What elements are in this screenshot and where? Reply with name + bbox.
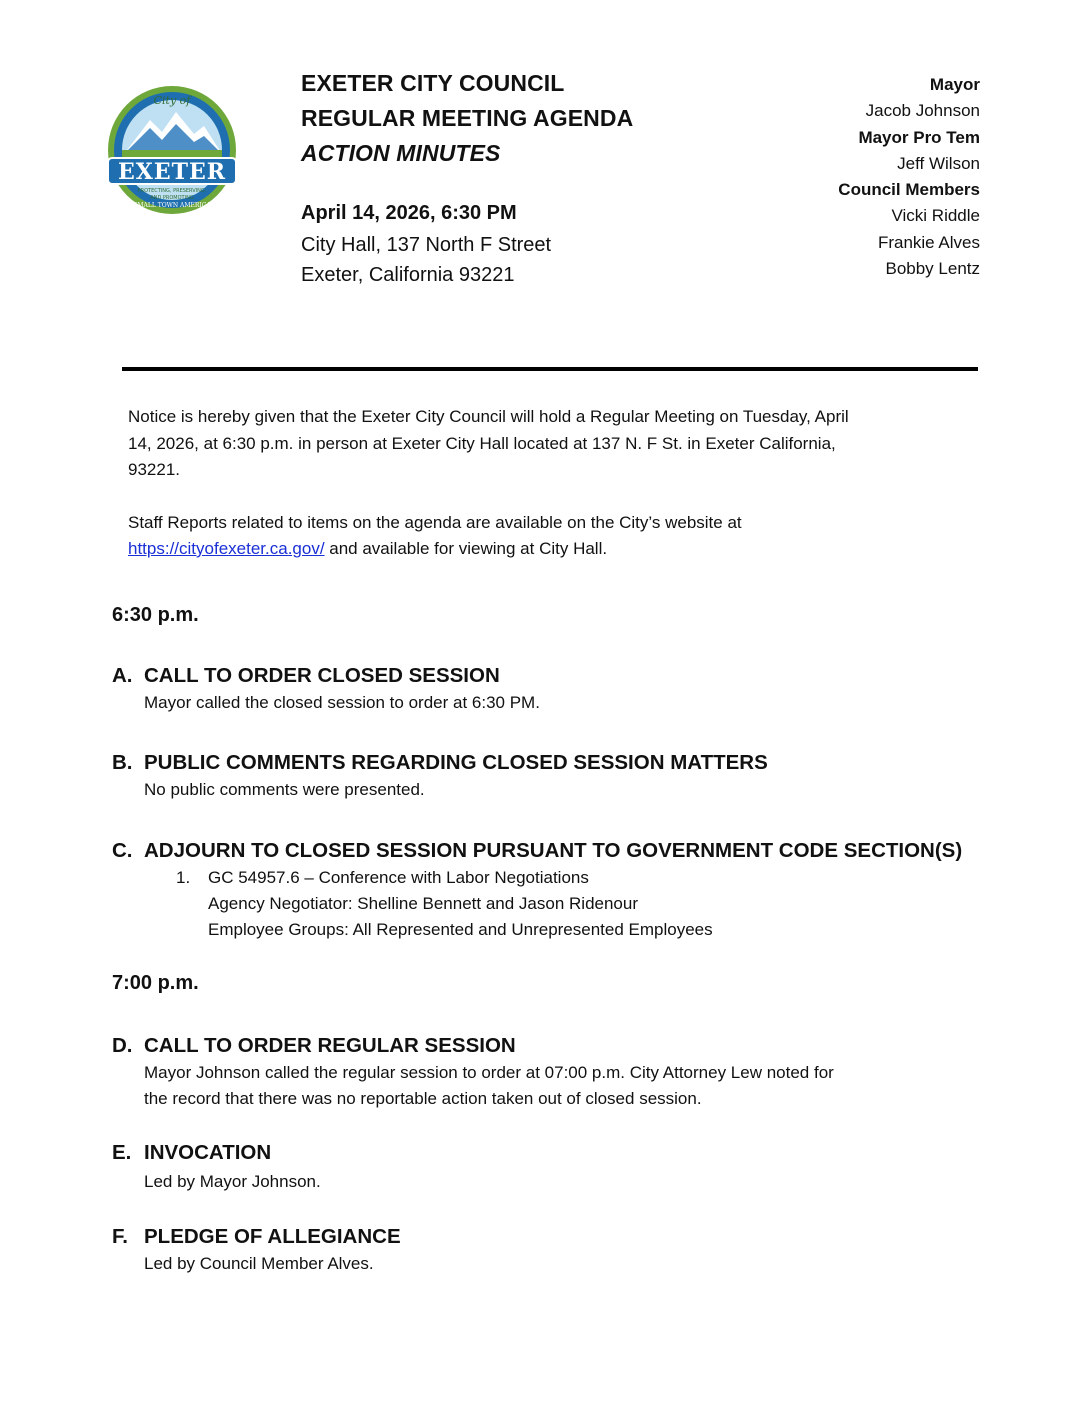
section-a <box>112 662 992 716</box>
council-title: EXETER CITY COUNCIL <box>301 70 565 96</box>
item-line: Agency Negotiator: Shelline Bennett and Jason Ridenour <box>208 894 639 913</box>
minutes-title: ACTION MINUTES <box>301 140 501 166</box>
item-line: Employee Groups: All Represented and Unrepresented Employees <box>208 920 713 939</box>
section-body: the record that there was no reportable action taken out of closed session. <box>144 1089 702 1108</box>
section-e <box>112 1139 992 1195</box>
item-line: GC 54957.6 – Conference with Labor Negotiations <box>208 868 589 887</box>
section-f <box>112 1223 992 1277</box>
city-of-exeter-logo <box>102 84 242 216</box>
section-title: CALL TO ORDER REGULAR SESSION <box>144 1034 516 1057</box>
section-body: Led by Mayor Johnson. <box>144 1172 321 1191</box>
meeting-place <box>301 230 551 290</box>
notice-line: Notice is hereby given that the Exeter City Council will hold a Regular Meeting on Tuesday, April <box>128 407 849 426</box>
staff-reports-line: Staff Reports related to items on the agenda are available on the City’s website at <box>128 512 742 532</box>
section-letter: E. <box>112 1141 132 1164</box>
time-heading: 6:30 p.m. <box>112 604 199 626</box>
council-member-name: Frankie Alves <box>877 232 980 252</box>
section-title: CALL TO ORDER CLOSED SESSION <box>144 664 500 687</box>
logo-tagline-1: PROTECTING, PRESERVING, <box>137 188 207 194</box>
title-block <box>301 66 633 171</box>
logo-tagline-3: SMALL TOWN AMERICA <box>133 202 211 209</box>
mayor-label: Mayor <box>929 75 980 94</box>
meeting-address: City Hall, 137 North F Street <box>301 234 552 256</box>
logo-city-name: EXETER <box>117 159 227 185</box>
header-divider <box>122 367 978 371</box>
council-roster <box>838 72 980 282</box>
item-number: 1. <box>176 868 191 887</box>
section-b <box>112 749 992 803</box>
section-letter: F. <box>112 1225 128 1248</box>
logo-tagline-2: AND PROMOTING <box>150 195 194 201</box>
pro-tem-name: Jeff Wilson <box>897 153 980 173</box>
section-letter: D. <box>112 1034 133 1057</box>
staff-reports-line-2 <box>128 536 958 563</box>
time-heading: 7:00 p.m. <box>112 972 199 994</box>
pro-tem-label: Mayor Pro Tem <box>858 127 980 147</box>
section-body: Led by Council Member Alves. <box>144 1254 374 1273</box>
meeting-notice <box>128 404 958 563</box>
section-title: PLEDGE OF ALLEGIANCE <box>144 1225 401 1248</box>
section-title: INVOCATION <box>144 1141 272 1164</box>
council-members-label: Council Members <box>838 180 980 200</box>
meeting-city: Exeter, California 93221 <box>301 264 515 286</box>
city-website-link[interactable]: https://cityofexeter.ca.gov/ <box>128 539 325 558</box>
notice-line: 14, 2026, at 6:30 p.m. in person at Exeter City Hall located at 137 N. F St. in Exeter California, <box>128 433 836 453</box>
council-member-name: Bobby Lentz <box>885 259 980 279</box>
agenda-title: REGULAR MEETING AGENDA <box>301 105 634 131</box>
section-letter: B. <box>112 751 133 774</box>
section-c <box>112 837 992 943</box>
logo-top-text: City of <box>153 94 191 107</box>
section-letter: A. <box>112 664 133 687</box>
council-member-name: Vicki Riddle <box>891 206 980 226</box>
closed-session-item <box>176 865 992 943</box>
section-body: Mayor Johnson called the regular session to order at 07:00 p.m. City Attorney Lew noted for <box>144 1063 834 1082</box>
section-title: ADJOURN TO CLOSED SESSION PURSUANT TO GOVERNMENT CODE SECTION(S) <box>144 839 963 862</box>
section-letter: C. <box>112 839 133 862</box>
section-body: No public comments were presented. <box>144 780 425 799</box>
section-body: Mayor called the closed session to order at 6:30 PM. <box>144 693 540 712</box>
mayor-name: Jacob Johnson <box>865 101 980 121</box>
meeting-date: April 14, 2026, 6:30 PM <box>301 202 517 224</box>
staff-reports-rest: and available for viewing at City Hall. <box>324 539 608 558</box>
notice-line: 93221. <box>128 460 180 479</box>
section-d <box>112 1032 992 1112</box>
section-title: PUBLIC COMMENTS REGARDING CLOSED SESSION MATTERS <box>144 751 768 774</box>
